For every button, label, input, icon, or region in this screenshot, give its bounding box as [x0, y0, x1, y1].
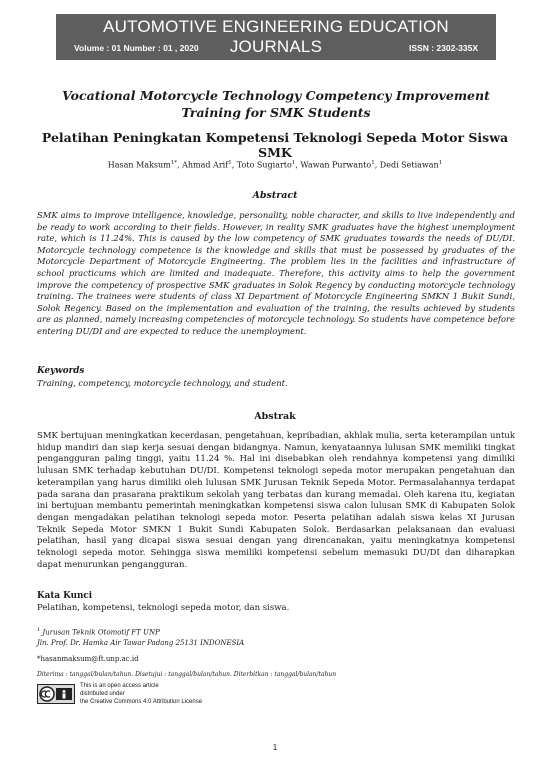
author-name: Ahmad Arif [182, 160, 229, 170]
page-number: 1 [272, 743, 278, 752]
affiliation-mark: 1 [37, 627, 41, 633]
publication-dates: Diterima : tanggal/bulan/tahun. Disetujui : tanggal/bulan/tahun. Diterbitkan : tanggal/bulan/tahun [37, 671, 337, 678]
author-list: Hasan Maksum$^{1*}$, Ahmad Arif$^1$, Toto Sugiarto$^1$, Wawan Purwanto$^1$, Dedi Setiawan$^1$ [107, 160, 443, 170]
keywords-text: Training, competency, motorcycle technology, and student. [37, 378, 288, 388]
volume-info: Volume : 01 Number : 01 , 2020 [74, 43, 199, 53]
paper-title-english: Vocational Motorcycle Technology Competency Improvement Training for SMK Students [62, 88, 490, 120]
abstract-text: SMK aims to improve intelligence, knowledge, personality, noble character, and skills to live independently and be ready to work according to their fields. However, in reality SMK graduates have the highest unemployment rate, which is 11.24%. This is caused by the low competency of SMK graduates towards the needs of DU/DI. Motorcycle technology competence is the knowledge and skills that must be possessed by graduates of the Motorcycle Department of Motorcycle Engineering. The problem lies in the facilities and infrastructure of school practicums which are limited and inadequate. Therefore, this activity aims to help the government improve the competency of prospective SMK graduates in Solok Regency by conducting motorcycle technology training. The trainees were students of class XI Department of Motorcycle Engineering SMKN 1 Bukit Sundi, Solok Regency. Based on the implementation and evaluation of the training, the results achieved by students are as planned, namely increasing competencies of motorcycle technology. So students have competence before entering DU/DI and are expected to reduce the unemployment. [37, 210, 515, 336]
author-name: Hasan Maksum [107, 160, 171, 170]
author-mark: 1* [170, 160, 178, 166]
abstrak-heading: Abstrak [254, 411, 296, 422]
affiliation-text: Jurusan Teknik Otomotif FT UNP [42, 628, 160, 637]
author-mark: 1 [228, 160, 232, 166]
affiliation [37, 627, 160, 636]
author-name: Dedi Setiawan [379, 160, 439, 170]
cc-logo-graphic [38, 685, 74, 703]
author-mark: 1 [438, 160, 443, 166]
license-notice [80, 682, 202, 706]
author-mark: 1 [371, 160, 375, 166]
paper-title-indonesian: Pelatihan Peningkatan Kompetensi Teknologi Sepeda Motor Siswa SMK [41, 130, 509, 160]
author-mark: 1 [291, 160, 296, 166]
kata-kunci-heading: Kata Kunci [37, 591, 93, 601]
affiliation-address: Jln. Prof. Dr. Hamka Air Tawar Padang 25131 INDONESIA [37, 639, 245, 647]
abstrak-text: SMK bertujuan meningkatkan kecerdasan, pengetahuan, kepribadian, akhlak mulia, serta keterampilan untuk hidup mandiri dan siap kerja sesuai dengan bidangnya. Namun, kenyataannya lulusan SMK memiliki tingkat pengangguran paling tinggi, yaitu 11.24 %. Hal ini disebabkan oleh rendahnya kompetensi yang dimiliki lulusan SMK terhadap kebutuhan DU/DI. Kompetensi teknologi sepeda motor merupakan pengetahuan dan keterampilan yang harus dimiliki oleh lulusan SMK Jurusan Teknik Sepeda Motor. Permasalahannya terdapat pada sarana dan prasarana praktikum sekolah yang terbatas dan kurang memadai. Oleh karena itu, kegiatan ini bertujuan membantu pemerintah meningkatkan kompetensi siswa calon lulusan SMK di Kabupaten Solok dengan mengadakan pelatihan teknologi sepeda motor. Peserta pelatihan adalah siswa kelas XI Jurusan Teknik Sepeda Motor SMKN 1 Bukit Sundi Kabupaten Solok. Berdasarkan pelaksanaan dan evaluasi pelatihan, hasil yang dicapai siswa sesuai dengan yang direncanakan, yaitu meningkatnya kompetensi teknologi sepeda motor. Sehingga siswa memiliki kompetensi sebelum memasuki DU/DI dan diharapkan dapat menurunkan pengangguran. [37, 431, 515, 570]
license-line: This is an open access article [80, 683, 159, 689]
author-name: Toto Sugiarto [236, 160, 292, 170]
license-line[interactable]: the Creative Commons 4.0 Attribution License [80, 699, 203, 705]
issn: ISSN : 2302-335X [409, 43, 478, 53]
license-line: distributed under [80, 691, 125, 697]
keywords-heading: Keywords [37, 366, 85, 376]
journal-header [56, 14, 496, 60]
cc-by-icon[interactable] [37, 684, 75, 704]
abstract-heading: Abstract [252, 190, 298, 201]
author-name: Wawan Purwanto [300, 160, 372, 170]
kata-kunci-text: Pelatihan, kompetensi, teknologi sepeda motor, dan siswa. [37, 603, 290, 613]
journal-title: AUTOMOTIVE ENGINEERING EDUCATION JOURNALS [103, 17, 449, 56]
corresponding-email[interactable]: *hasanmaksum@ft.unp.ac.id [37, 655, 139, 663]
